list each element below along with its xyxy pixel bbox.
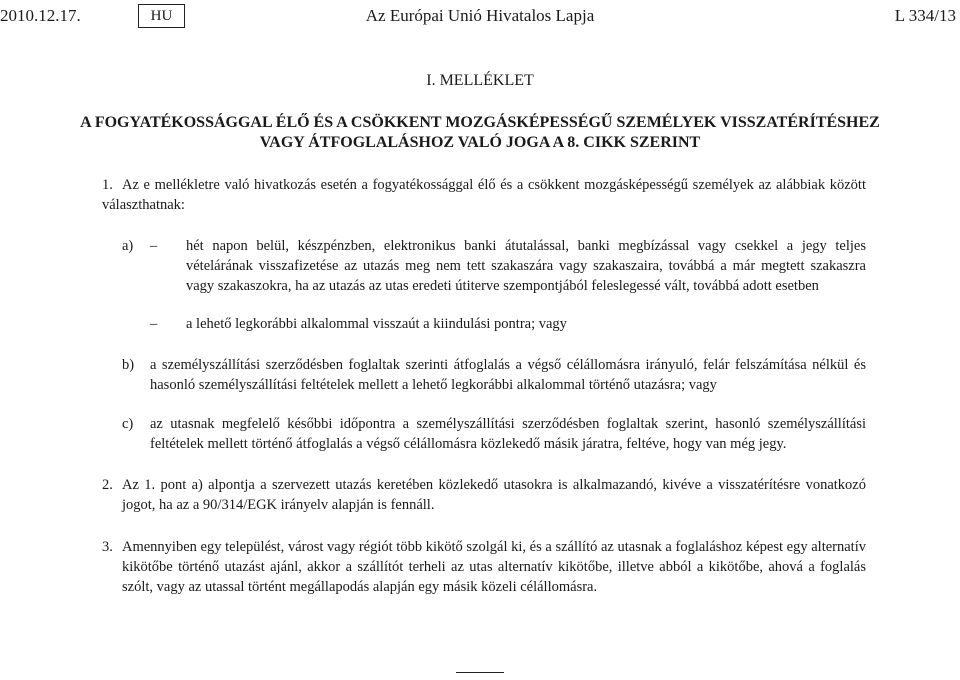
point-1-text: Az e mellékletre való hivatkozás esetén a fogyatékossággal élő és a csökkent mozgásképességű személyek az alábbiak között választhatnak: — [102, 177, 866, 213]
item-c-text: az utasnak megfelelő későbbi időpontra a személyszállítási szerződésben foglaltak szerint, hasonló személyszállítási feltételek mellett történő átfoglalás a végső célállomásra közlekedő másik járatra, feltéve, hogy van még jegy. — [150, 416, 866, 452]
item-a-label: a) — [122, 238, 134, 254]
item-a-dash-2: – — [150, 316, 158, 332]
publication-date: 2010.12.17. — [0, 6, 81, 25]
page-header — [0, 4, 960, 28]
item-c-label: c) — [122, 416, 134, 432]
annex-title — [0, 113, 960, 153]
annex-title-line-2: VAGY ÁTFOGLALÁSHOZ VALÓ JOGA A 8. CIKK SZERINT — [259, 134, 701, 151]
point-3-text: Amennyiben egy települést, várost vagy régiót több kikötő szolgál ki, és a szállító az utasnak a foglaláshoz képest egy alternatív kikötőbe történő utazást ajánl, akkor a szállítót terheli az utas alternatív kikötőbe, illetve abból a kikötőbe, ahová a foglalás szólt, vagy az utassal történt megállapodás alapján egy másik közeli célállomásra. — [122, 539, 866, 595]
point-3-number: 3. — [102, 539, 113, 555]
footer-rule — [456, 672, 504, 673]
point-2-text: Az 1. pont a) alpontja a szervezett utazás keretében közlekedő utasokra is alkalmazandó, kivéve a visszatérítésre vonatkozó jogot, ha az a 90/314/EGK irányelv alapján is fennáll. — [122, 477, 866, 513]
item-b-label: b) — [122, 357, 135, 373]
page-number: L 334/13 — [894, 6, 956, 25]
journal-title: Az Európai Unió Hivatalos Lapja — [365, 6, 595, 25]
language-badge: HU — [138, 4, 185, 28]
item-a-dash-1: – — [150, 238, 158, 254]
annex-title-line-1: A FOGYATÉKOSSÁGGAL ÉLŐ ÉS A CSÖKKENT MOZGÁSKÉPESSÉGŰ SZEMÉLYEK VISSZATÉRÍTÉSHEZ — [80, 114, 880, 131]
point-2-number: 2. — [102, 477, 113, 493]
item-a-subpoint-1: hét napon belül, készpénzben, elektronikus banki átutalással, banki megbízással vagy csekkel a jegy teljes vételárának visszafizetése az utazás meg nem tett szakaszára vagy szakaszaira, továbbá a már megtett szakaszra vagy szakaszokra, ha az utazás az utas eredeti útiterve szempontjából feleslegessé vált, továbbá adott esetben — [186, 238, 866, 294]
annex-label: I. MELLÉKLET — [426, 72, 534, 89]
point-1-number: 1. — [102, 177, 113, 193]
item-b-text: a személyszállítási szerződésben foglaltak szerinti átfoglalás a végső célállomásra irányuló, felár felszámítása nélkül és hasonló személyszállítási feltételek mellett a lehető legkorábbi alkalommal történő utazásra; vagy — [150, 357, 866, 393]
item-a-subpoint-2: a lehető legkorábbi alkalommal visszaút a kiindulási pontra; vagy — [186, 316, 567, 332]
